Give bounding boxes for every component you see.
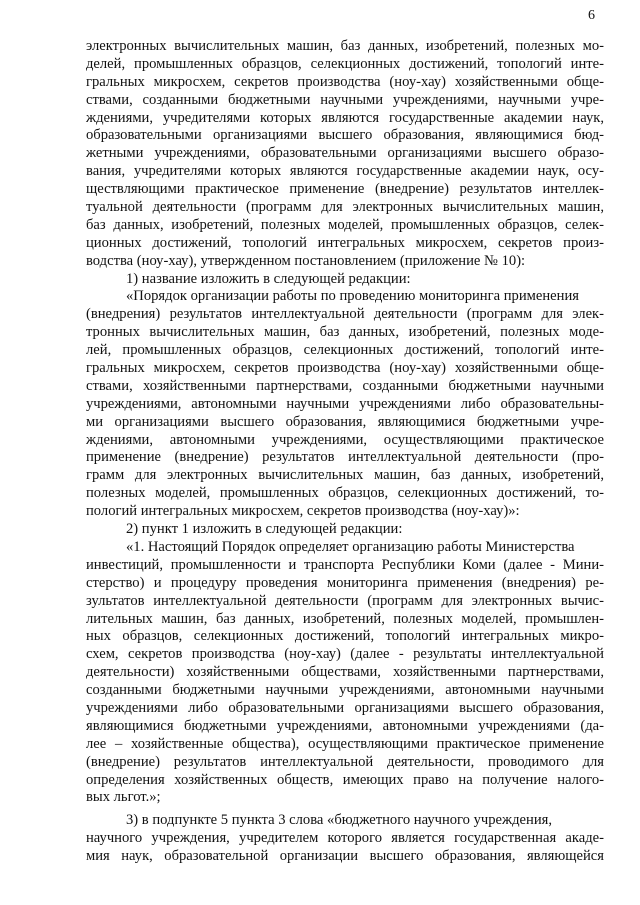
text-line: мия наук, образовательной организации высшего образования, являющейся — [86, 848, 604, 865]
text-line: делей, промышленных образцов, селекционных достижений, топологий инте- — [86, 55, 604, 72]
text-line: ных образцов, селекционных достижений, топологий интегральных микро- — [86, 628, 604, 645]
text-line: лей, промышленных образцов, селекционных достижений, топологий инте- — [86, 342, 604, 359]
text-line: электронных вычислительных машин, баз данных, изобретений, полезных мо- — [86, 38, 604, 54]
text-line: ствами, хозяйственными партнерствами, созданными бюджетными научными — [86, 377, 604, 394]
text-line: ми организациями высшего образования, являющимися бюджетными учре- — [86, 413, 604, 430]
text-line: водства (ноу-хау), утвержденном постановлением (приложение № 10): — [86, 252, 526, 269]
text-line: (внедрение) результатов интеллектуальной деятельности, проводимого для — [86, 753, 604, 770]
text-line: ждениями, учредителями которых являются государственные академии наук, — [86, 109, 604, 126]
text-line: научного учреждения, учредителем которого является государственная акаде- — [86, 830, 604, 847]
text-line: грамм для электронных вычислительных машин, баз данных, изобретений, — [86, 467, 604, 484]
text-line: ждениями, автономными учреждениями, осуществляющими практическое — [86, 431, 604, 448]
text-line: учреждениями либо образовательными организациями высшего образования, — [86, 699, 604, 716]
text-line: баз данных, изобретений, полезных моделей, промышленных образцов, селек- — [86, 216, 604, 233]
document-body — [86, 38, 604, 866]
text-line: тронных вычислительных машин, баз данных, изобретений, полезных моде- — [86, 324, 604, 341]
text-line: «1. Настоящий Порядок определяет организацию работы Министерства — [126, 538, 575, 555]
text-line: зультатов интеллектуальной деятельности (программ для электронных вычис- — [86, 592, 604, 609]
text-line: инвестиций, промышленности и транспорта Республики Коми (далее - Мини- — [86, 556, 604, 573]
text-line: (внедрения) результатов интеллектуальной деятельности (программ для элек- — [86, 306, 604, 323]
text-line: туальной деятельности (программ для электронных вычислительных машин, — [86, 199, 604, 216]
page-number: 6 — [588, 8, 595, 23]
text-line: жетными учреждениями, образовательными организациями высшего образо- — [86, 145, 604, 162]
text-line: лительных машин, баз данных, изобретений, полезных моделей, промышлен- — [86, 610, 604, 627]
text-line: учреждениями, автономными научными учреждениями либо образовательны- — [86, 395, 604, 412]
text-line: определения хозяйственных обществ, имеющих право на получение налого- — [86, 771, 604, 788]
text-line: деятельности) хозяйственными обществами, хозяйственными партнерствами, — [86, 664, 604, 681]
text-line: «Порядок организации работы по проведению мониторинга применения — [126, 288, 579, 305]
text-line: ществляющими практическое применение (внедрение) результатов интеллек- — [86, 181, 604, 198]
text-line: пологий интегральных микросхем, секретов производства (ноу-хау)»: — [86, 503, 520, 520]
text-line: применение (внедрение) результатов интеллектуальной деятельности (про- — [86, 449, 604, 466]
text-line: являющимися бюджетными учреждениями, автономными учреждениями (да- — [86, 717, 604, 734]
text-line: стерство) и процедуру проведения мониторинга применения (внедрения) ре- — [86, 574, 604, 591]
text-line: вых льгот.»; — [86, 789, 161, 806]
text-line: 3) в подпункте 5 пункта 3 слова «бюджетного научного учреждения, — [126, 812, 553, 829]
text-line: ствами, созданными бюджетными научными учреждениями, научными учре- — [86, 91, 604, 108]
text-line: ционных достижений, топологий интегральных микросхем, секретов произ- — [86, 234, 604, 251]
text-line: 2) пункт 1 изложить в следующей редакции: — [126, 521, 403, 538]
text-line: гральных микросхем, секретов производства (ноу-хау) хозяйственными обще- — [86, 73, 604, 90]
text-line: схем, секретов производства (ноу-хау) (далее - результаты интеллектуальной — [86, 646, 604, 663]
text-line: образовательными организациями высшего образования, являющимися бюд- — [86, 127, 604, 144]
text-line: созданными бюджетными научными учреждениями, автономными научными — [86, 682, 604, 699]
text-line: вания, учредителями которых являются государственные академии наук, осу- — [86, 163, 604, 180]
text-line: 1) название изложить в следующей редакции: — [126, 270, 411, 287]
text-line: гральных микросхем, секретов производства (ноу-хау) хозяйственными обще- — [86, 360, 604, 377]
text-line: лее – хозяйственные общества), осуществляющими практическое применение — [86, 735, 604, 752]
text-line: полезных моделей, промышленных образцов, селекционных достижений, то- — [86, 485, 604, 502]
